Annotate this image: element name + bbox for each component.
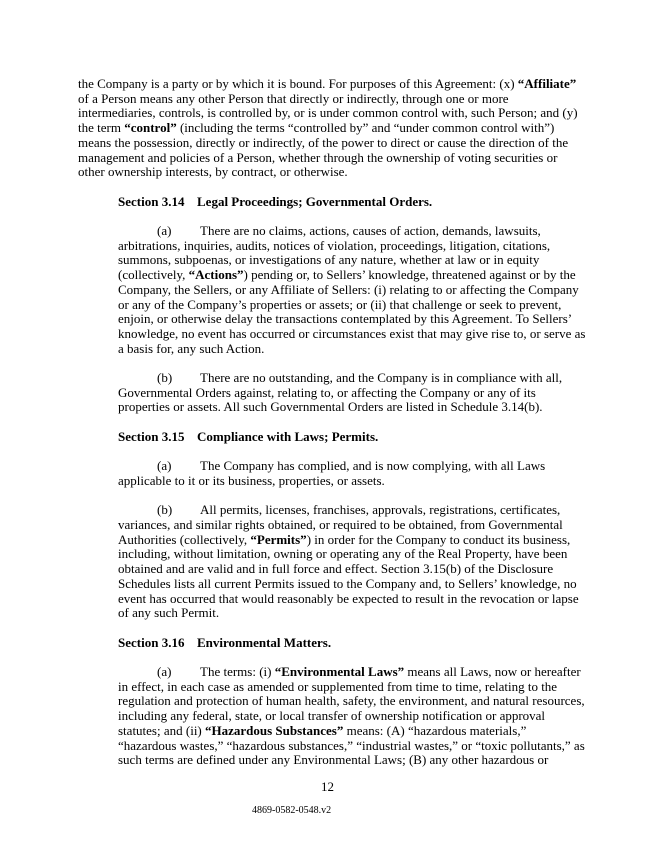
text-line: (collectively, “Actions”) pending or, to Sellers’ knowledge, threatened against or by the — [118, 267, 576, 283]
body-paragraph — [78, 77, 670, 180]
text-line: intermediaries, controls, is controlled by, or is under common control with, such Person; and (y) — [78, 105, 578, 121]
text-line: “hazardous wastes,” “hazardous substances,” “industrial wastes,” or “toxic pollutants,” as — [118, 737, 585, 753]
section-title: Environmental Matters. — [197, 634, 332, 650]
text-line: means the possession, directly or indirectly, of the power to direct or cause the direction of the — [78, 134, 569, 150]
paragraph-label: (a) — [157, 458, 172, 474]
paragraph-label: (a) — [157, 223, 172, 238]
section-title: Compliance with Laws; Permits. — [197, 428, 379, 444]
text-line: Company, the Sellers, or any Affiliate of Sellers: (i) relating to or affecting the Company — [118, 281, 579, 297]
doc-id-stamp: 4869-0582-0548.v2 — [252, 805, 332, 816]
text-line: in effect, in each case as amended or supplemented from time to time, relating to the — [118, 678, 558, 694]
section-number: Section 3.16 — [118, 634, 185, 650]
text-line: Authorities (collectively, “Permits”) in order for the Company to conduct its business, — [118, 531, 571, 547]
text-line: including, without limitation, owning or operating any of the Real Property, have been — [118, 546, 568, 562]
text-line: the Company is a party or by which it is bound. For purposes of this Agreement: (x) “Affiliate” — [78, 76, 577, 91]
text-line: (a) The Company has complied, and is now complying, with all Laws — [157, 458, 546, 474]
section-paragraph — [118, 224, 670, 356]
text-line: arbitrations, inquiries, audits, notices of violation, proceedings, litigation, citations, — [118, 237, 551, 253]
text-line: including any federal, state, or local transfer of ownership notification or approval — [118, 708, 546, 724]
text-line: Governmental Orders against, relating to, or affecting the Company or any of its — [118, 384, 536, 400]
document-body — [0, 77, 670, 768]
page-number: 12 — [321, 779, 334, 794]
paragraph-label: (b) — [157, 502, 173, 518]
section-paragraph — [118, 503, 670, 621]
section-title: Legal Proceedings; Governmental Orders. — [197, 193, 433, 209]
section-heading — [118, 430, 670, 445]
section-paragraph — [118, 665, 670, 768]
section-heading — [118, 636, 670, 651]
text-line: statutes; and (ii) “Hazardous Substances” means: (A) “hazardous materials,” — [118, 722, 527, 738]
text-line: (a) The terms: (i) “Environmental Laws” means all Laws, now or hereafter — [157, 664, 581, 679]
text-line: other ownership interests, by contract, or otherwise. — [78, 164, 348, 180]
text-line: a basis for, any such Action. — [118, 340, 265, 356]
text-line: applicable to it or its business, properties, or assets. — [118, 472, 385, 488]
text-line: of any such Permit. — [118, 605, 220, 621]
text-line: knowledge, no event has occurred or circumstances exist that may give rise to, or serve as — [118, 325, 586, 341]
section-number: Section 3.15 — [118, 428, 185, 444]
paragraph-label: (b) — [157, 370, 173, 386]
text-line: obtained and are valid and in full force and effect. Section 3.15(b) of the Disclosure — [118, 561, 554, 577]
text-line: the term “control” (including the terms “controlled by” and “under common control with”) — [78, 120, 555, 136]
section-heading-line — [118, 636, 670, 651]
text-line: event has occurred that would reasonably be expected to result in the revocation or lapse — [118, 590, 579, 606]
section-heading-line — [118, 195, 670, 210]
text-line: (b) There are no outstanding, and the Company is in compliance with all, — [157, 370, 563, 386]
text-line: such terms are defined under any Environmental Laws; (B) any other hazardous or — [118, 752, 549, 768]
section-heading-line — [118, 430, 670, 445]
text-line: or any of the Company’s properties or assets; or (ii) that challenge or seek to prevent, — [118, 296, 562, 312]
text-line: Schedules lists all current Permits issued to the Company and, to Sellers’ knowledge, no — [118, 575, 577, 591]
text-line: variances, and similar rights obtained, or required to be obtained, from Governmental — [118, 517, 563, 532]
text-line: enjoin, or otherwise delay the transactions contemplated by this Agreement. To Sellers’ — [118, 311, 573, 327]
text-line: (b) All permits, licenses, franchises, approvals, registrations, certificates, — [157, 502, 561, 518]
section-number: Section 3.14 — [118, 193, 185, 209]
text-line: of a Person means any other Person that directly or indirectly, through one or more — [78, 90, 509, 106]
text-line: regulation and protection of human health, safety, the environment, and natural resources, — [118, 693, 585, 709]
paragraph-label: (a) — [157, 664, 172, 679]
text-line: summons, subpoenas, or investigations of any nature, whether at law or in equity — [118, 252, 540, 268]
text-line: properties or assets. All such Governmental Orders are listed in Schedule 3.14(b). — [118, 399, 543, 415]
text-line: (a) There are no claims, actions, causes of action, demands, lawsuits, — [157, 223, 541, 238]
section-heading — [118, 195, 670, 210]
section-paragraph — [118, 371, 670, 415]
text-line: management and policies of a Person, whether through the ownership of voting securities or — [78, 149, 558, 165]
section-paragraph — [118, 459, 670, 488]
